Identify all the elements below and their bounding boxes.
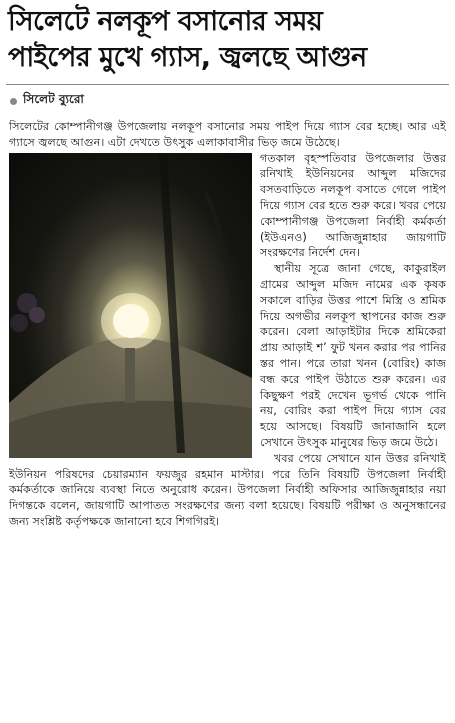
paragraph-1: গতকাল বৃহস্পতিবার উপজেলার উত্তর রনিখাই ইউনিয়নের আব্দুল মজিদের বসতবাড়িতে নলকূপ বসাতে গেলে পাইপ দিয়ে গ্যাস বের হতে শুরু করে। খবর পেয়ে কোম্পানীগঞ্জ উপজেলা নির্বাহী কর্মকর্তা (ইউএনও) আজিজুন্নাহার জায়গাটি সংরক্ষণের নির্দেশ দেন। [260, 151, 446, 260]
headline [6, 4, 449, 76]
paragraph-3: খবর পেয়ে সেখানে যান উত্তর রনিখাই ইউনিয়ন পরিষদের চেয়ারম্যান ফয়জুর রহমান মাস্টার। পরে তিনি বিষয়টি উপজেলা নির্বাহী কর্মকর্তাকে জানিয়ে ব্যবস্থা নিতে অনুরোধ করেন। উপজেলা নির্বাহী অফিসার আজিজুন্নাহার নয়া দিগন্তকে বলেন, জায়গাটি আপাতত সংরক্ষণের জন্য বলা হয়েছে। বিষয়টি পরীক্ষা ও অনুসন্ধানের জন্য সংশ্লিষ্ট কর্তৃপক্ষকে জানানো হবে শিগগিরই। [9, 451, 446, 528]
intro-paragraph: সিলেটের কোম্পানীগঞ্জ উপজেলায় নলকূপ বসানোর সময় পাইপ দিয়ে গ্যাস বের হচ্ছে। আর এই গ্যাসে জ্বলছে আগুন। এটা দেখতে উৎসুক এলাকাবাসীর ভিড় জমে উঠেছে। [9, 120, 446, 149]
byline [6, 91, 449, 111]
byline-text: সিলেট ব্যুরো [23, 92, 84, 106]
news-photo [9, 153, 252, 458]
headline-line-1: সিলেটে নলকূপ বসানোর সময় [8, 6, 323, 37]
headline-line-2: পাইপের মুখে গ্যাস, জ্বলছে আগুন [8, 42, 367, 73]
paragraph-2: স্থানীয় সূত্রে জানা গেছে, কাকুরাইল গ্রামের আব্দুল মজিদ নামের এক কৃষক সকালে বাড়ির উত্তর পাশে মিস্ত্রি ও শ্রমিক দিয়ে অগভীর নলকূপ স্থাপনের কাজ শুরু করেন। বেলা আড়াইটার দিকে শ্রমিকেরা প্রায় আড়াই শ’ ফুট খনন করার পর পানির স্তর পান। পরে তারা খনন (বোরিং) কাজ বন্ধ করে পাইপ উঠাতে শুরু করেন। এর কিছুক্ষণ পরই দেখেন ভূগর্ভ থেকে পানি নয়, বোরিং করা পাইপ দিয়ে গ্যাস বের হয়ে আসছে। বিষয়টি জানাজানি হলে সেখানে উৎসুক মানুষের ভিড় জমে উঠে। [260, 262, 446, 449]
news-clipping [6, 4, 449, 719]
bullet-icon [10, 98, 17, 105]
gas-fire-photo-graphic [9, 153, 252, 458]
divider [6, 84, 449, 85]
article-body [6, 119, 449, 530]
